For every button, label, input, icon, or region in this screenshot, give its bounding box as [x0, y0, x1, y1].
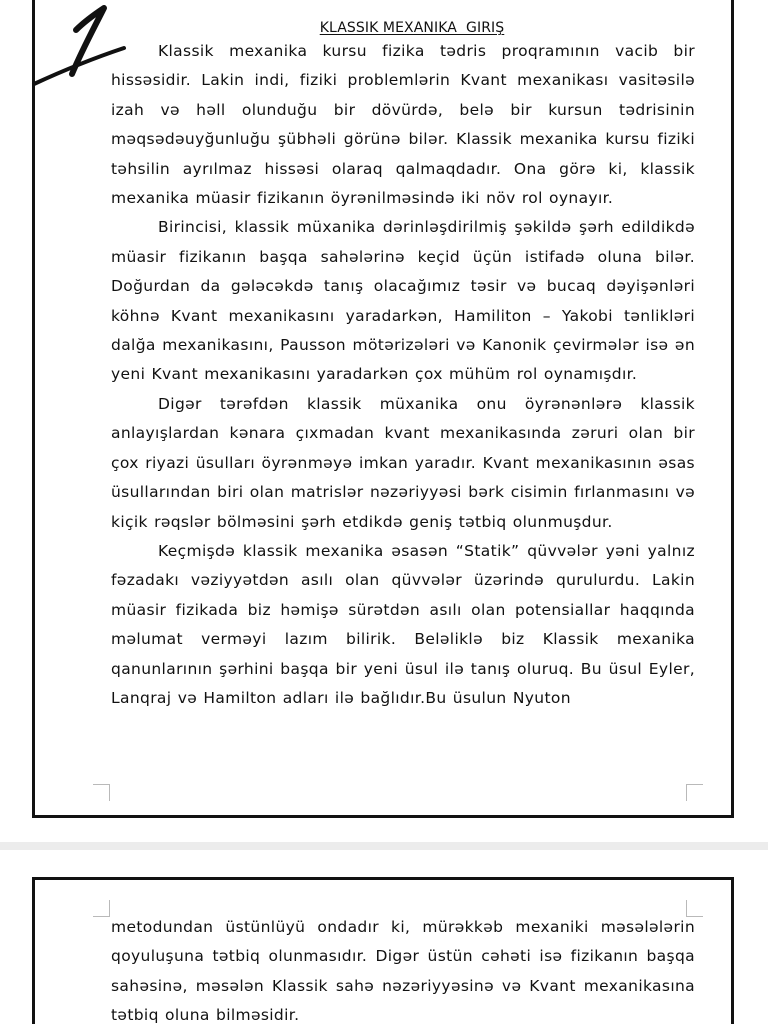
paragraph: Digər tərəfdən klassik müxanika onu öyrənənlərə klassik anlayışlardan kənara çıxmadan kvant mexanikasında zəruri olan bir çox riyazi üsulları öyrənməyə imkan yaradır. Kvant mexanikasının əsas üsullarından biri olan matrislər nəzəriyyəsi bərk cisimin fırlanmasını və kiçik rəqslər bölməsini şərh etdikdə geniş tətbiq olunmuşdur.	[111, 394, 695, 531]
crop-mark-top-left	[93, 900, 110, 917]
paragraph: metodundan üstünlüyü ondadır ki, mürəkkəb mexaniki məsələlərin qoyuluşuna tətbiq olunmasıdır. Digər üstün cəhəti isə fizikanın başqa sahəsinə, məsələn Klassik sahə nəzəriyyəsinə və Kvant mexanikasına tətbiq oluna bilməsidir.	[111, 918, 695, 1024]
page-2-content	[111, 913, 695, 1024]
paragraph: Klassik mexanika kursu fizika tədris proqramının vacib bir hissəsidir. Lakin indi, fiziki problemlərin Kvant mexanikası vasitəsilə izah və həll olunduğu bir dövürdə, belə bir kursun tədrisinin məqsədəuyğunluğu şübhəli görünə bilər. Klassik mexanika kursu fiziki təhsilin ayrılmaz hissəsi olaraq qalmaqdadır. Ona görə ki, klassik mexanika müasir fizikanın öyrənilməsində iki növ rol oynayır.	[111, 42, 695, 208]
crop-mark-bottom-left	[93, 784, 110, 801]
page-1-content	[111, 18, 695, 713]
page-separator	[0, 842, 768, 850]
document-page-1	[32, 0, 734, 818]
document-title: KLASSIK MEXANIKA GIRIŞ	[319, 20, 505, 36]
document-page-2	[32, 877, 734, 1024]
paragraph: Keçmişdə klassik mexanika əsasən “Statik” qüvvələr yəni yalnız fəzadakı vəziyyətdən asılı olan qüvvələr üzərində qurulurdu. Lakin müasir fizikada biz həmişə sürətdən asılı olan potensiallar haqqında məlumat verməyi lazım bilirik. Beləliklə biz Klassik mexanika qanunlarının şərhini başqa bir yeni üsul ilə tanış oluruq. Bu üsul Eyler, Lanqraj və Hamilton adları ilə bağlıdır.Bu üsulun Nyuton	[111, 541, 695, 707]
paragraph: Birincisi, klassik müxanika dərinləşdirilmiş şəkildə şərh edildikdə müasir fizikanın başqa sahələrinə keçid üçün istifadə oluna bilər. Doğurdan da gələcəkdə tanış olacağımız təsir və bucaq dəyişənləri köhnə Kvant mexanikasını yaradarkən, Hamiliton – Yakobi tənlikləri dalğa mexanikasını, Pausson mötərizələri və Kanonik çevirmələr isə ən yeni Kvant mexanikasını yaradarkən çox mühüm rol oynamışdır.	[111, 218, 695, 384]
crop-mark-bottom-right	[686, 784, 703, 801]
